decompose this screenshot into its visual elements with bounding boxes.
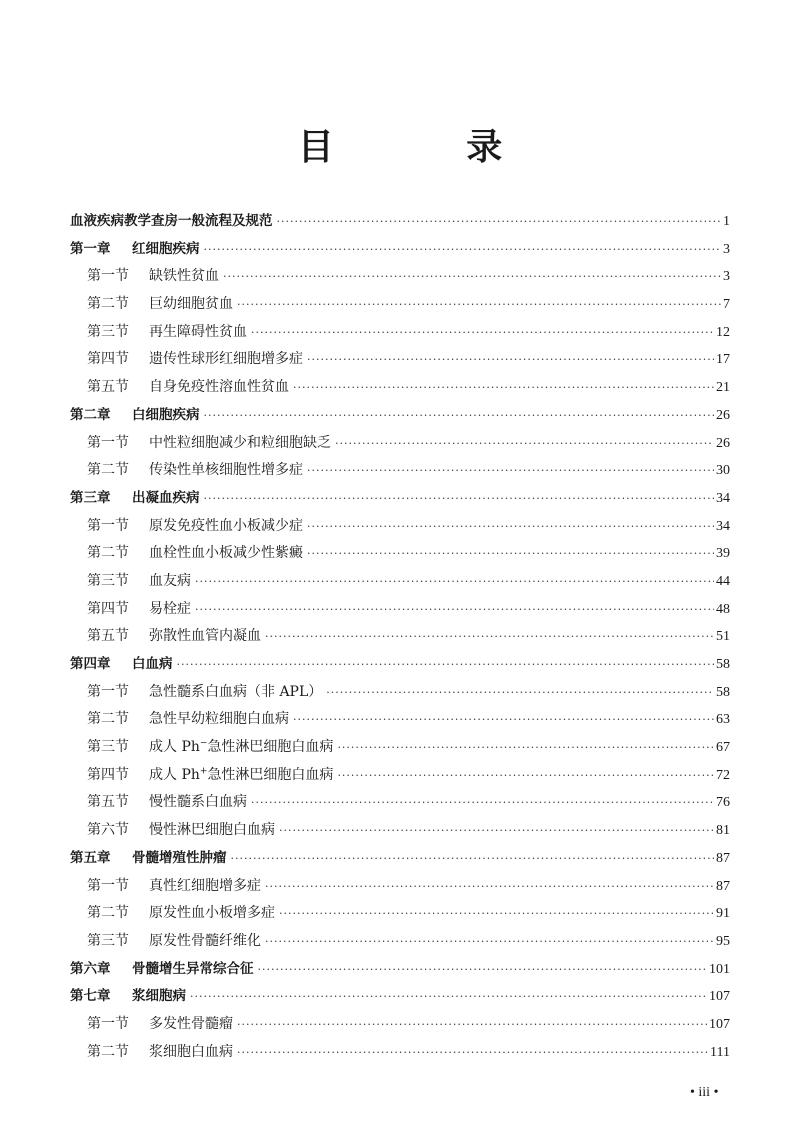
section-title: 巨幼细胞贫血: [149, 296, 233, 313]
section-title: 原发性骨髓纤维化: [149, 932, 261, 949]
toc-section-row[interactable]: [70, 291, 730, 319]
dot-leader: [258, 956, 708, 984]
section-number: 第二节: [87, 296, 129, 313]
section-number: 第六节: [87, 822, 129, 839]
chapter-title: 骨髓增生异常综合征: [132, 960, 254, 977]
section-title: 慢性淋巴细胞白血病: [149, 822, 275, 839]
toc-section-row[interactable]: [70, 900, 730, 928]
page-number: 44: [716, 573, 730, 589]
page-number: 12: [716, 324, 730, 340]
dot-leader: [204, 236, 722, 264]
page-number: 107: [709, 1016, 730, 1032]
toc-section-row[interactable]: [70, 1039, 730, 1067]
dot-leader: [293, 374, 714, 402]
dot-leader: [251, 319, 714, 347]
section-title: 真性红细胞增多症: [149, 877, 261, 894]
page-number: 76: [716, 795, 730, 811]
page-number: 87: [716, 850, 730, 866]
section-title: 自身免疫性溶血性贫血: [149, 379, 289, 396]
page-number: 34: [716, 490, 730, 506]
section-title: 慢性髓系白血病: [149, 794, 247, 811]
section-number: 第一节: [87, 877, 129, 894]
dot-leader: [307, 346, 714, 374]
page-number: 111: [710, 1044, 730, 1060]
toc-chapter-row[interactable]: [70, 845, 730, 873]
toc-section-row[interactable]: [70, 762, 730, 790]
section-title: 原发免疫性血小板减少症: [149, 517, 303, 534]
page-number: 7: [723, 297, 730, 313]
dot-leader: [177, 651, 715, 679]
page-number: 34: [716, 518, 730, 534]
page-number: 26: [716, 435, 730, 451]
section-number: 第二节: [87, 905, 129, 922]
section-number: 第三节: [87, 572, 129, 589]
dot-leader: [195, 568, 714, 596]
page-number: 95: [716, 933, 730, 949]
section-number: 第五节: [87, 628, 129, 645]
section-title: 成人 Ph+急性淋巴细胞白血病: [149, 766, 334, 783]
dot-leader: [231, 845, 715, 873]
dot-leader: [237, 1039, 708, 1067]
dot-leader: [265, 623, 714, 651]
toc-section-row[interactable]: [70, 734, 730, 762]
page-number: 26: [716, 407, 730, 423]
dot-leader: [223, 263, 721, 291]
section-title: 血栓性血小板减少性紫癜: [149, 545, 303, 562]
section-title: 浆细胞白血病: [149, 1043, 233, 1060]
dot-leader: [265, 928, 714, 956]
page-number: 107: [709, 989, 730, 1005]
dot-leader: [237, 291, 721, 319]
toc-section-row[interactable]: [70, 1011, 730, 1039]
section-number: 第二节: [87, 545, 129, 562]
section-number: 第一节: [87, 434, 129, 451]
chapter-title: 浆细胞病: [132, 988, 186, 1005]
section-number: 第一节: [87, 517, 129, 534]
dot-leader: [237, 1011, 707, 1039]
page-number: 81: [716, 823, 730, 839]
dot-leader: [251, 789, 714, 817]
chapter-number: 第一章: [70, 240, 111, 257]
dot-leader: [279, 900, 714, 928]
toc-section-row[interactable]: [70, 513, 730, 541]
page-number: 3: [723, 241, 730, 257]
toc-chapter-row[interactable]: [70, 651, 730, 679]
toc-chapter-row[interactable]: [70, 208, 730, 236]
toc-section-row[interactable]: [70, 623, 730, 651]
toc-section-row[interactable]: [70, 568, 730, 596]
page-number: 17: [716, 352, 730, 368]
section-title: 中性粒细胞减少和粒细胞缺乏: [149, 434, 331, 451]
section-number: 第五节: [87, 794, 129, 811]
page-number: 58: [716, 657, 730, 672]
dot-leader: [277, 208, 722, 236]
section-title: 急性髓系白血病（非 APL）: [149, 683, 323, 700]
section-number: 第一节: [87, 268, 129, 285]
page-number: 91: [716, 906, 730, 922]
chapter-number: 第四章: [70, 656, 111, 672]
dot-leader: [326, 679, 714, 707]
page-number: 30: [716, 463, 730, 479]
chapter-title: 红细胞疾病: [132, 240, 200, 257]
toc-section-row[interactable]: [70, 873, 730, 901]
section-title: 弥散性血管内凝血: [149, 628, 261, 645]
toc-section-row[interactable]: [70, 817, 730, 845]
dot-leader: [190, 983, 707, 1011]
section-title: 遗传性球形红细胞增多症: [149, 351, 303, 368]
toc-section-row[interactable]: [70, 430, 730, 458]
section-title: 多发性骨髓瘤: [149, 1015, 233, 1032]
section-number: 第一节: [87, 1015, 129, 1032]
page-number: 48: [716, 601, 730, 617]
chapter-number: 第二章: [70, 406, 111, 423]
page-number: 63: [716, 712, 730, 728]
section-number: 第三节: [87, 932, 129, 949]
dot-leader: [307, 513, 714, 541]
dot-leader: [307, 457, 714, 485]
toc-chapter-row[interactable]: [70, 983, 730, 1011]
dot-leader: [335, 430, 714, 458]
chapter-number: 第六章: [70, 960, 111, 977]
dot-leader: [204, 485, 715, 513]
page-number: 58: [716, 684, 730, 700]
dot-leader: [337, 762, 714, 790]
toc-section-row[interactable]: [70, 789, 730, 817]
page-number: 3: [723, 269, 730, 285]
section-title: 易栓症: [149, 600, 191, 617]
page-number-footer: • iii •: [690, 1085, 719, 1100]
toc-section-row[interactable]: [70, 540, 730, 568]
toc-section-row[interactable]: [70, 596, 730, 624]
toc-section-row[interactable]: [70, 319, 730, 347]
chapter-title: 白血病: [132, 656, 173, 672]
toc-section-row[interactable]: [70, 679, 730, 707]
section-number: 第二节: [87, 1043, 129, 1060]
page-number: 87: [716, 878, 730, 894]
section-number: 第四节: [87, 600, 129, 617]
section-number: 第一节: [87, 683, 129, 700]
toc-section-row[interactable]: [70, 346, 730, 374]
dot-leader: [307, 540, 714, 568]
toc-chapter-row[interactable]: [70, 485, 730, 513]
table-of-contents: [70, 208, 730, 1066]
page-number: 39: [716, 546, 730, 562]
dot-leader: [265, 873, 714, 901]
section-title: 急性早幼粒细胞白血病: [149, 711, 289, 728]
chapter-title: 血液疾病教学查房一般流程及规范: [70, 213, 273, 229]
dot-leader: [279, 817, 714, 845]
section-title: 血友病: [149, 572, 191, 589]
page-title: 目 录: [297, 127, 563, 168]
section-number: 第四节: [87, 351, 129, 368]
chapter-number: 第五章: [70, 849, 111, 866]
section-number: 第三节: [87, 739, 129, 756]
toc-section-row[interactable]: [70, 374, 730, 402]
page-number: 72: [716, 767, 730, 783]
superscript: −: [199, 738, 208, 749]
toc-chapter-row[interactable]: [70, 236, 730, 264]
chapter-number: 第三章: [70, 489, 111, 506]
section-number: 第四节: [87, 766, 129, 783]
section-title: 缺铁性贫血: [149, 268, 219, 285]
section-number: 第三节: [87, 323, 129, 340]
toc-section-row[interactable]: [70, 928, 730, 956]
toc-chapter-row[interactable]: [70, 402, 730, 430]
page-number: 21: [716, 380, 730, 396]
section-number: 第二节: [87, 711, 129, 728]
dot-leader: [293, 706, 714, 734]
dot-leader: [204, 402, 715, 430]
section-title: 传染性单核细胞性增多症: [149, 462, 303, 479]
toc-section-row[interactable]: [70, 263, 730, 291]
superscript: +: [199, 766, 208, 777]
page-number: 51: [716, 629, 730, 645]
toc-section-row[interactable]: [70, 706, 730, 734]
chapter-title: 白细胞疾病: [132, 406, 200, 423]
section-title: 再生障碍性贫血: [149, 323, 247, 340]
section-number: 第二节: [87, 462, 129, 479]
section-number: 第五节: [87, 379, 129, 396]
section-title: 成人 Ph−急性淋巴细胞白血病: [149, 738, 334, 756]
toc-chapter-row[interactable]: [70, 956, 730, 984]
page-number: 1: [723, 214, 730, 229]
page-number: 101: [709, 961, 730, 977]
toc-section-row[interactable]: [70, 457, 730, 485]
page-number: 67: [716, 740, 730, 756]
dot-leader: [337, 734, 714, 762]
dot-leader: [195, 596, 714, 624]
chapter-title: 出凝血疾病: [132, 489, 200, 506]
section-title: 原发性血小板增多症: [149, 905, 275, 922]
chapter-title: 骨髓增殖性肿瘤: [132, 849, 227, 866]
chapter-number: 第七章: [70, 988, 111, 1005]
